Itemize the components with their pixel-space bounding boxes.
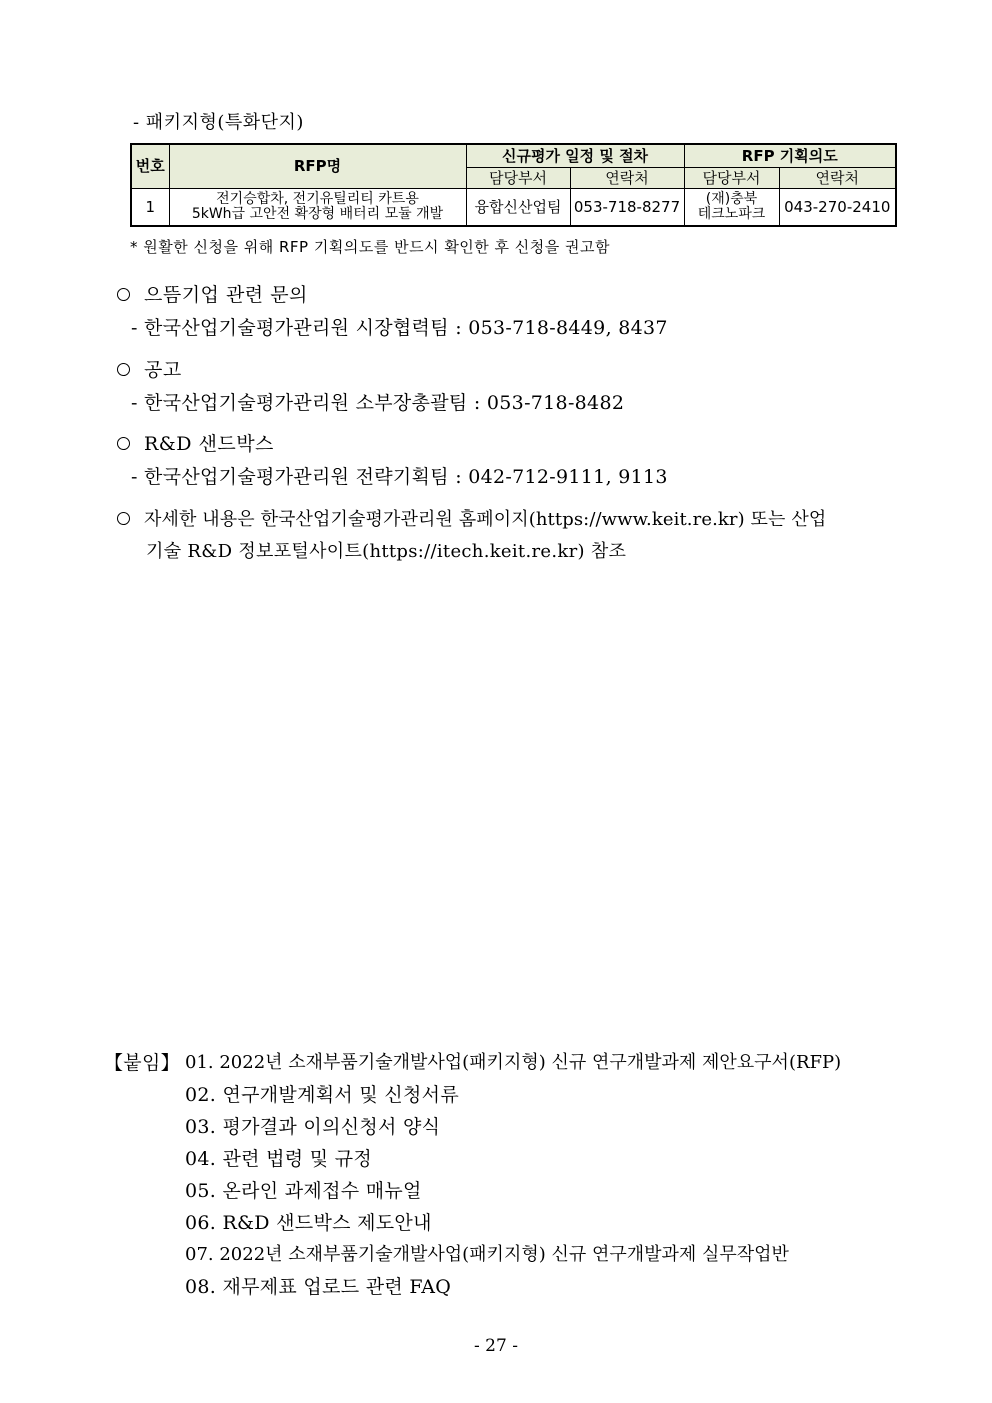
attachment-item: 02. 연구개발계획서 및 신청서류 xyxy=(185,1084,459,1106)
attachment-item: 07. 2022년 소재부품기술개발사업(패키지형) 신규 연구개발과제 실무작업반 xyxy=(185,1244,789,1265)
attachment-item: 01. 2022년 소재부품기술개발사업(패키지형) 신규 연구개발과제 제안요구서(RFP) xyxy=(185,1052,842,1073)
attachment-item: 05. 온라인 과제접수 매뉴얼 xyxy=(185,1180,422,1202)
header-schedule-group: 신규평가 일정 및 절차 xyxy=(466,144,684,168)
header-rfp-name: RFP명 xyxy=(169,144,466,189)
attachment-item: 04. 관련 법령 및 규정 xyxy=(185,1148,373,1170)
section-heading xyxy=(117,429,274,456)
circle-bullet-icon xyxy=(117,363,130,376)
header-contact2: 연락처 xyxy=(779,168,896,189)
header-dept2: 담당부서 xyxy=(684,168,779,189)
section-title: 공고 xyxy=(144,359,182,381)
cell-dept: 융합신산업팀 xyxy=(466,189,570,227)
rfp-name-line2: 5kWh급 고안전 확장형 배터리 모듈 개발 xyxy=(191,206,444,222)
circle-bullet-icon xyxy=(117,437,130,450)
section-title: R&D 샌드박스 xyxy=(144,433,274,455)
table-header-row xyxy=(131,144,896,168)
table-row xyxy=(131,189,896,227)
dept2-line1: (재)충북 xyxy=(705,191,758,207)
rfp-table xyxy=(130,143,897,227)
details-note-line1: 자세한 내용은 한국산업기술평가관리원 홈페이지(https://www.keit.re.kr) 또는 산업 xyxy=(144,509,827,530)
section-detail: - 한국산업기술평가관리원 전략기획팀 : 042-712-9111, 9113 xyxy=(131,466,668,488)
details-note xyxy=(117,505,826,531)
cell-dept2 xyxy=(684,189,779,227)
cell-no: 1 xyxy=(131,189,169,227)
header-dept: 담당부서 xyxy=(466,168,570,189)
section-title: 으뜸기업 관련 문의 xyxy=(144,284,308,306)
rfp-name-line1: 전기승합차, 전기유틸리티 카트용 xyxy=(216,191,419,207)
header-planning-group: RFP 기획의도 xyxy=(684,144,896,168)
cell-contact2: 043-270-2410 xyxy=(779,189,896,227)
table-note: * 원활한 신청을 위해 RFP 기획의도를 반드시 확인한 후 신청을 권고함 xyxy=(130,238,611,256)
section-heading xyxy=(117,355,182,382)
page-number: - 27 - xyxy=(474,1336,518,1356)
attachment-item: 06. R&D 샌드박스 제도안내 xyxy=(185,1212,432,1234)
header-contact: 연락처 xyxy=(570,168,684,189)
circle-bullet-icon xyxy=(117,288,130,301)
attachment-item: 08. 재무제표 업로드 관련 FAQ xyxy=(185,1276,452,1298)
section-detail: - 한국산업기술평가관리원 소부장총괄팀 : 053-718-8482 xyxy=(131,392,625,414)
header-no: 번호 xyxy=(131,144,169,189)
circle-bullet-icon xyxy=(117,512,130,525)
dept2-line2: 테크노파크 xyxy=(697,206,766,222)
attachment-item: 03. 평가결과 이의신청서 양식 xyxy=(185,1116,441,1138)
cell-rfp-name xyxy=(169,189,466,227)
cell-contact: 053-718-8277 xyxy=(570,189,684,227)
section-subtitle: - 패키지형(특화단지) xyxy=(133,112,304,133)
section-detail: - 한국산업기술평가관리원 시장협력팀 : 053-718-8449, 8437 xyxy=(131,317,668,339)
section-heading xyxy=(117,280,308,307)
details-note-line2: 기술 R&D 정보포털사이트(https://itech.keit.re.kr) 참조 xyxy=(146,541,627,562)
attachments-label: 【붙임】 xyxy=(104,1052,180,1074)
